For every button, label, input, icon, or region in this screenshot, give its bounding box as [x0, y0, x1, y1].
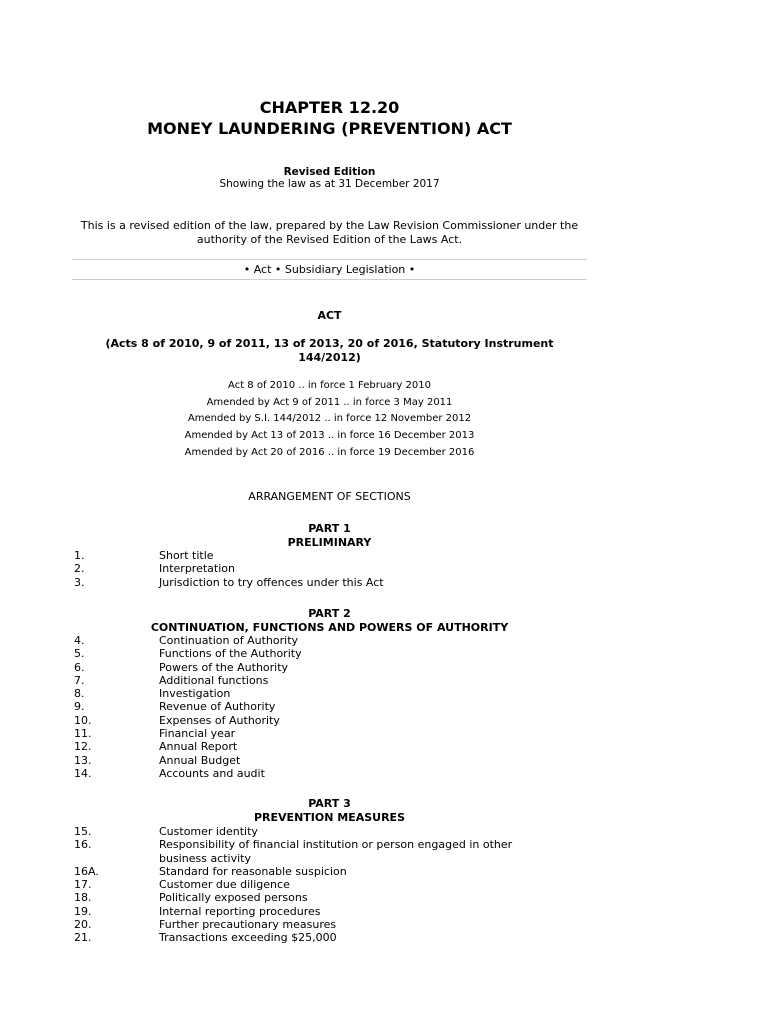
part-2-sections [74, 634, 584, 780]
part-1-heading [72, 522, 587, 549]
history-line: Amended by Act 20 of 2016 .. in force 19 December 2016 [184, 446, 475, 458]
toc-row[interactable] [74, 865, 584, 878]
section-number: 5. [74, 647, 85, 661]
section-number: 19. [74, 904, 92, 918]
section-number: 4. [74, 634, 85, 647]
section-title[interactable]: Additional functions [159, 673, 269, 687]
section-number: 1. [74, 549, 85, 562]
section-number: 7. [74, 673, 85, 687]
toc-row[interactable] [74, 562, 584, 575]
arrangement-heading: ARRANGEMENT OF SECTIONS [248, 490, 411, 503]
section-title[interactable]: Standard for reasonable suspicion [159, 864, 347, 878]
toc-row[interactable] [74, 891, 584, 904]
toc-row[interactable] [74, 661, 584, 674]
history-line: Amended by Act 9 of 2011 .. in force 3 May 2011 [206, 396, 453, 408]
nav-links[interactable]: • Act • Subsidiary Legislation • [243, 263, 416, 276]
section-title[interactable]: Customer due diligence [159, 878, 290, 892]
section-number: 18. [74, 891, 92, 905]
revised-edition-label: Revised Edition [283, 166, 376, 178]
history-list [72, 378, 587, 462]
section-title[interactable]: Expenses of Authority [159, 713, 280, 727]
section-title[interactable]: Revenue of Authority [159, 700, 276, 714]
section-title[interactable]: Customer identity [159, 825, 258, 838]
section-title[interactable]: Further precautionary measures [159, 918, 337, 932]
chapter-heading: CHAPTER 12.20 [259, 98, 400, 117]
history-line: Act 8 of 2010 .. in force 1 February 2010 [228, 380, 431, 391]
toc-row[interactable] [74, 931, 584, 944]
section-number: 6. [74, 660, 85, 674]
section-number: 9. [74, 700, 85, 714]
section-title[interactable]: Annual Budget [159, 753, 241, 767]
section-title[interactable]: Short title [159, 549, 214, 562]
section-number: 13. [74, 753, 92, 767]
section-number: 14. [74, 766, 92, 780]
section-title[interactable]: Investigation [159, 687, 231, 701]
divider-bottom [72, 279, 587, 280]
part-label: PART 3 [308, 797, 351, 810]
section-title[interactable]: Jurisdiction to try offences under this Act [159, 575, 384, 589]
section-number: 2. [74, 562, 85, 576]
toc-row[interactable] [74, 754, 584, 767]
section-number: 20. [74, 918, 92, 932]
toc-row[interactable] [74, 549, 584, 562]
section-title[interactable]: Transactions exceeding $25,000 [159, 931, 337, 945]
section-number: 16. [74, 838, 92, 852]
section-number: 10. [74, 713, 92, 727]
toc-row[interactable] [74, 740, 584, 753]
section-title[interactable]: Responsibility of financial institution or person engaged in other business activity [159, 838, 513, 865]
intro-paragraph: This is a revised edition of the law, prepared by the Law Revision Commissioner under the authority of the Revised Edition of the Laws Act. [80, 219, 579, 246]
toc-row[interactable] [74, 727, 584, 740]
part-title: PREVENTION MEASURES [254, 810, 405, 824]
toc-row[interactable] [74, 838, 584, 865]
part-title: PRELIMINARY [287, 535, 372, 549]
section-number: 15. [74, 825, 92, 838]
toc-row[interactable] [74, 576, 584, 589]
section-title[interactable]: Interpretation [159, 562, 235, 576]
section-title[interactable]: Continuation of Authority [159, 634, 299, 647]
section-title[interactable]: Annual Report [159, 740, 238, 754]
as-of-date: Showing the law as at 31 December 2017 [219, 178, 440, 190]
part-2-heading [72, 607, 587, 634]
section-number: 21. [74, 931, 92, 945]
toc-row[interactable] [74, 647, 584, 660]
part-label: PART 2 [308, 607, 351, 620]
toc-row[interactable] [74, 674, 584, 687]
section-number: 17. [74, 878, 92, 892]
divider-top [72, 259, 587, 260]
history-line: Amended by S.I. 144/2012 .. in force 12 November 2012 [187, 413, 472, 425]
section-title[interactable]: Internal reporting procedures [159, 904, 321, 918]
part-1-sections [74, 549, 584, 589]
section-title[interactable]: Accounts and audit [159, 766, 265, 780]
section-title[interactable]: Financial year [159, 727, 236, 741]
act-title: MONEY LAUNDERING (PREVENTION) ACT [147, 119, 512, 138]
acts-list: (Acts 8 of 2010, 9 of 2011, 13 of 2013, 20 of 2016, Statutory Instrument 144/2012) [105, 337, 554, 364]
section-title[interactable]: Powers of the Authority [159, 660, 289, 674]
part-3-heading [72, 797, 587, 824]
section-number: 3. [74, 575, 85, 589]
toc-row[interactable] [74, 878, 584, 891]
history-line: Amended by Act 13 of 2013 .. in force 16 December 2013 [184, 430, 475, 442]
toc-row[interactable] [74, 687, 584, 700]
act-heading: ACT [317, 309, 342, 322]
toc-row[interactable] [74, 700, 584, 713]
section-number: 11. [74, 727, 92, 741]
part-3-sections [74, 825, 584, 945]
toc-row[interactable] [74, 918, 584, 931]
section-number: 16A. [74, 864, 99, 878]
section-number: 12. [74, 740, 92, 754]
part-label: PART 1 [308, 522, 351, 535]
toc-row[interactable] [74, 634, 584, 647]
section-number: 8. [74, 687, 85, 701]
section-title[interactable]: Politically exposed persons [159, 891, 308, 905]
toc-row[interactable] [74, 714, 584, 727]
part-title: CONTINUATION, FUNCTIONS AND POWERS OF AUTHORITY [150, 620, 509, 634]
toc-row[interactable] [74, 767, 584, 780]
toc-row[interactable] [74, 825, 584, 838]
toc-row[interactable] [74, 905, 584, 918]
section-title[interactable]: Functions of the Authority [159, 647, 302, 661]
